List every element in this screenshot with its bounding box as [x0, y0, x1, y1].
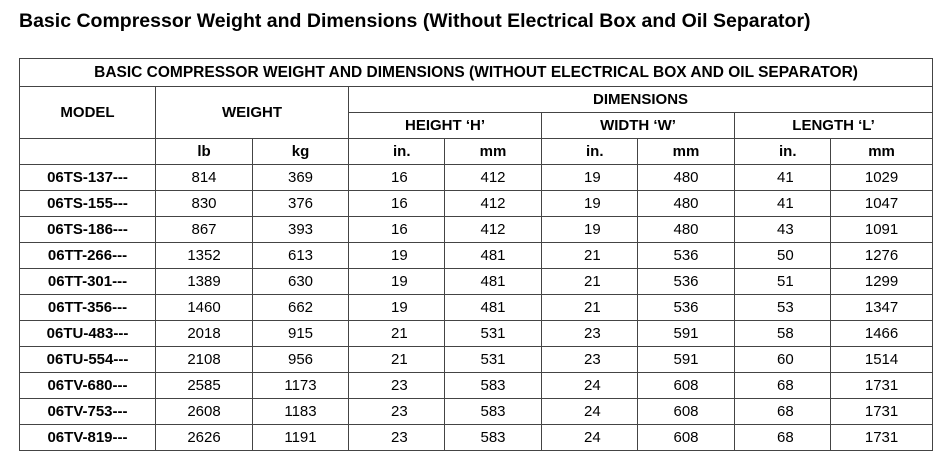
- unit-header: in.: [735, 139, 831, 165]
- value-cell: 19: [349, 243, 445, 269]
- value-cell: 536: [638, 295, 735, 321]
- height-header: HEIGHT ‘H’: [349, 113, 542, 139]
- value-cell: 24: [542, 373, 638, 399]
- value-cell: 1352: [156, 243, 253, 269]
- value-cell: 1091: [831, 217, 933, 243]
- table-row: [20, 269, 933, 295]
- value-cell: 531: [445, 347, 542, 373]
- unit-header: in.: [349, 139, 445, 165]
- model-cell: 06TU-483---: [20, 321, 156, 347]
- value-cell: 1183: [253, 399, 349, 425]
- value-cell: 536: [638, 269, 735, 295]
- value-cell: 536: [638, 243, 735, 269]
- value-cell: 23: [542, 321, 638, 347]
- page-title: Basic Compressor Weight and Dimensions (Without Electrical Box and Oil Separator): [19, 10, 811, 32]
- value-cell: 1276: [831, 243, 933, 269]
- table-row: [20, 321, 933, 347]
- value-cell: 1466: [831, 321, 933, 347]
- table-row: [20, 217, 933, 243]
- units-row: [20, 139, 933, 165]
- value-cell: 19: [349, 269, 445, 295]
- length-header: LENGTH ‘L’: [735, 113, 933, 139]
- value-cell: 481: [445, 295, 542, 321]
- table-row: [20, 295, 933, 321]
- value-cell: 412: [445, 165, 542, 191]
- value-cell: 662: [253, 295, 349, 321]
- value-cell: 41: [735, 165, 831, 191]
- model-cell: 06TS-155---: [20, 191, 156, 217]
- model-cell: 06TT-266---: [20, 243, 156, 269]
- value-cell: 583: [445, 425, 542, 451]
- value-cell: 2608: [156, 399, 253, 425]
- value-cell: 630: [253, 269, 349, 295]
- value-cell: 480: [638, 191, 735, 217]
- value-cell: 68: [735, 373, 831, 399]
- weight-header: WEIGHT: [156, 87, 349, 139]
- value-cell: 19: [542, 191, 638, 217]
- value-cell: 915: [253, 321, 349, 347]
- dimensions-header: DIMENSIONS: [349, 87, 933, 113]
- table-row: [20, 425, 933, 451]
- unit-header: in.: [542, 139, 638, 165]
- value-cell: 68: [735, 425, 831, 451]
- value-cell: 51: [735, 269, 831, 295]
- value-cell: 53: [735, 295, 831, 321]
- value-cell: 23: [349, 425, 445, 451]
- value-cell: 591: [638, 347, 735, 373]
- model-cell: 06TT-301---: [20, 269, 156, 295]
- table-row: [20, 347, 933, 373]
- model-cell: 06TT-356---: [20, 295, 156, 321]
- value-cell: 1731: [831, 425, 933, 451]
- value-cell: 23: [542, 347, 638, 373]
- value-cell: 50: [735, 243, 831, 269]
- value-cell: 867: [156, 217, 253, 243]
- value-cell: 481: [445, 243, 542, 269]
- value-cell: 583: [445, 399, 542, 425]
- value-cell: 2585: [156, 373, 253, 399]
- value-cell: 21: [542, 295, 638, 321]
- table-row: [20, 399, 933, 425]
- value-cell: 956: [253, 347, 349, 373]
- value-cell: 1191: [253, 425, 349, 451]
- value-cell: 16: [349, 191, 445, 217]
- value-cell: 583: [445, 373, 542, 399]
- value-cell: 1514: [831, 347, 933, 373]
- model-cell: 06TU-554---: [20, 347, 156, 373]
- value-cell: 531: [445, 321, 542, 347]
- value-cell: 2018: [156, 321, 253, 347]
- value-cell: 19: [542, 217, 638, 243]
- value-cell: 41: [735, 191, 831, 217]
- value-cell: 58: [735, 321, 831, 347]
- model-cell: 06TV-753---: [20, 399, 156, 425]
- value-cell: 21: [542, 243, 638, 269]
- value-cell: 16: [349, 165, 445, 191]
- compressor-table: [19, 58, 933, 451]
- value-cell: 21: [349, 321, 445, 347]
- value-cell: 60: [735, 347, 831, 373]
- value-cell: 1173: [253, 373, 349, 399]
- table-title: BASIC COMPRESSOR WEIGHT AND DIMENSIONS (WITHOUT ELECTRICAL BOX AND OIL SEPARATOR): [20, 59, 933, 87]
- table-row: [20, 243, 933, 269]
- unit-header: mm: [638, 139, 735, 165]
- value-cell: 412: [445, 217, 542, 243]
- value-cell: 16: [349, 217, 445, 243]
- value-cell: 480: [638, 165, 735, 191]
- value-cell: 1029: [831, 165, 933, 191]
- model-cell: 06TS-137---: [20, 165, 156, 191]
- value-cell: 23: [349, 399, 445, 425]
- value-cell: 613: [253, 243, 349, 269]
- value-cell: 21: [349, 347, 445, 373]
- value-cell: 608: [638, 399, 735, 425]
- model-unit-cell: [20, 139, 156, 165]
- width-header: WIDTH ‘W’: [542, 113, 735, 139]
- unit-header: mm: [445, 139, 542, 165]
- value-cell: 1347: [831, 295, 933, 321]
- value-cell: 1047: [831, 191, 933, 217]
- table-row: [20, 165, 933, 191]
- model-cell: 06TS-186---: [20, 217, 156, 243]
- value-cell: 2626: [156, 425, 253, 451]
- value-cell: 608: [638, 425, 735, 451]
- value-cell: 376: [253, 191, 349, 217]
- model-cell: 06TV-819---: [20, 425, 156, 451]
- value-cell: 19: [542, 165, 638, 191]
- value-cell: 591: [638, 321, 735, 347]
- model-header: MODEL: [20, 87, 156, 139]
- value-cell: 1731: [831, 373, 933, 399]
- value-cell: 412: [445, 191, 542, 217]
- value-cell: 369: [253, 165, 349, 191]
- value-cell: 830: [156, 191, 253, 217]
- value-cell: 68: [735, 399, 831, 425]
- unit-header: lb: [156, 139, 253, 165]
- value-cell: 1731: [831, 399, 933, 425]
- unit-header: kg: [253, 139, 349, 165]
- value-cell: 43: [735, 217, 831, 243]
- table-row: [20, 191, 933, 217]
- value-cell: 2108: [156, 347, 253, 373]
- value-cell: 1299: [831, 269, 933, 295]
- value-cell: 24: [542, 425, 638, 451]
- model-cell: 06TV-680---: [20, 373, 156, 399]
- value-cell: 1389: [156, 269, 253, 295]
- value-cell: 480: [638, 217, 735, 243]
- value-cell: 19: [349, 295, 445, 321]
- value-cell: 393: [253, 217, 349, 243]
- table-row: [20, 373, 933, 399]
- unit-header: mm: [831, 139, 933, 165]
- value-cell: 21: [542, 269, 638, 295]
- value-cell: 814: [156, 165, 253, 191]
- value-cell: 608: [638, 373, 735, 399]
- value-cell: 481: [445, 269, 542, 295]
- value-cell: 24: [542, 399, 638, 425]
- value-cell: 23: [349, 373, 445, 399]
- value-cell: 1460: [156, 295, 253, 321]
